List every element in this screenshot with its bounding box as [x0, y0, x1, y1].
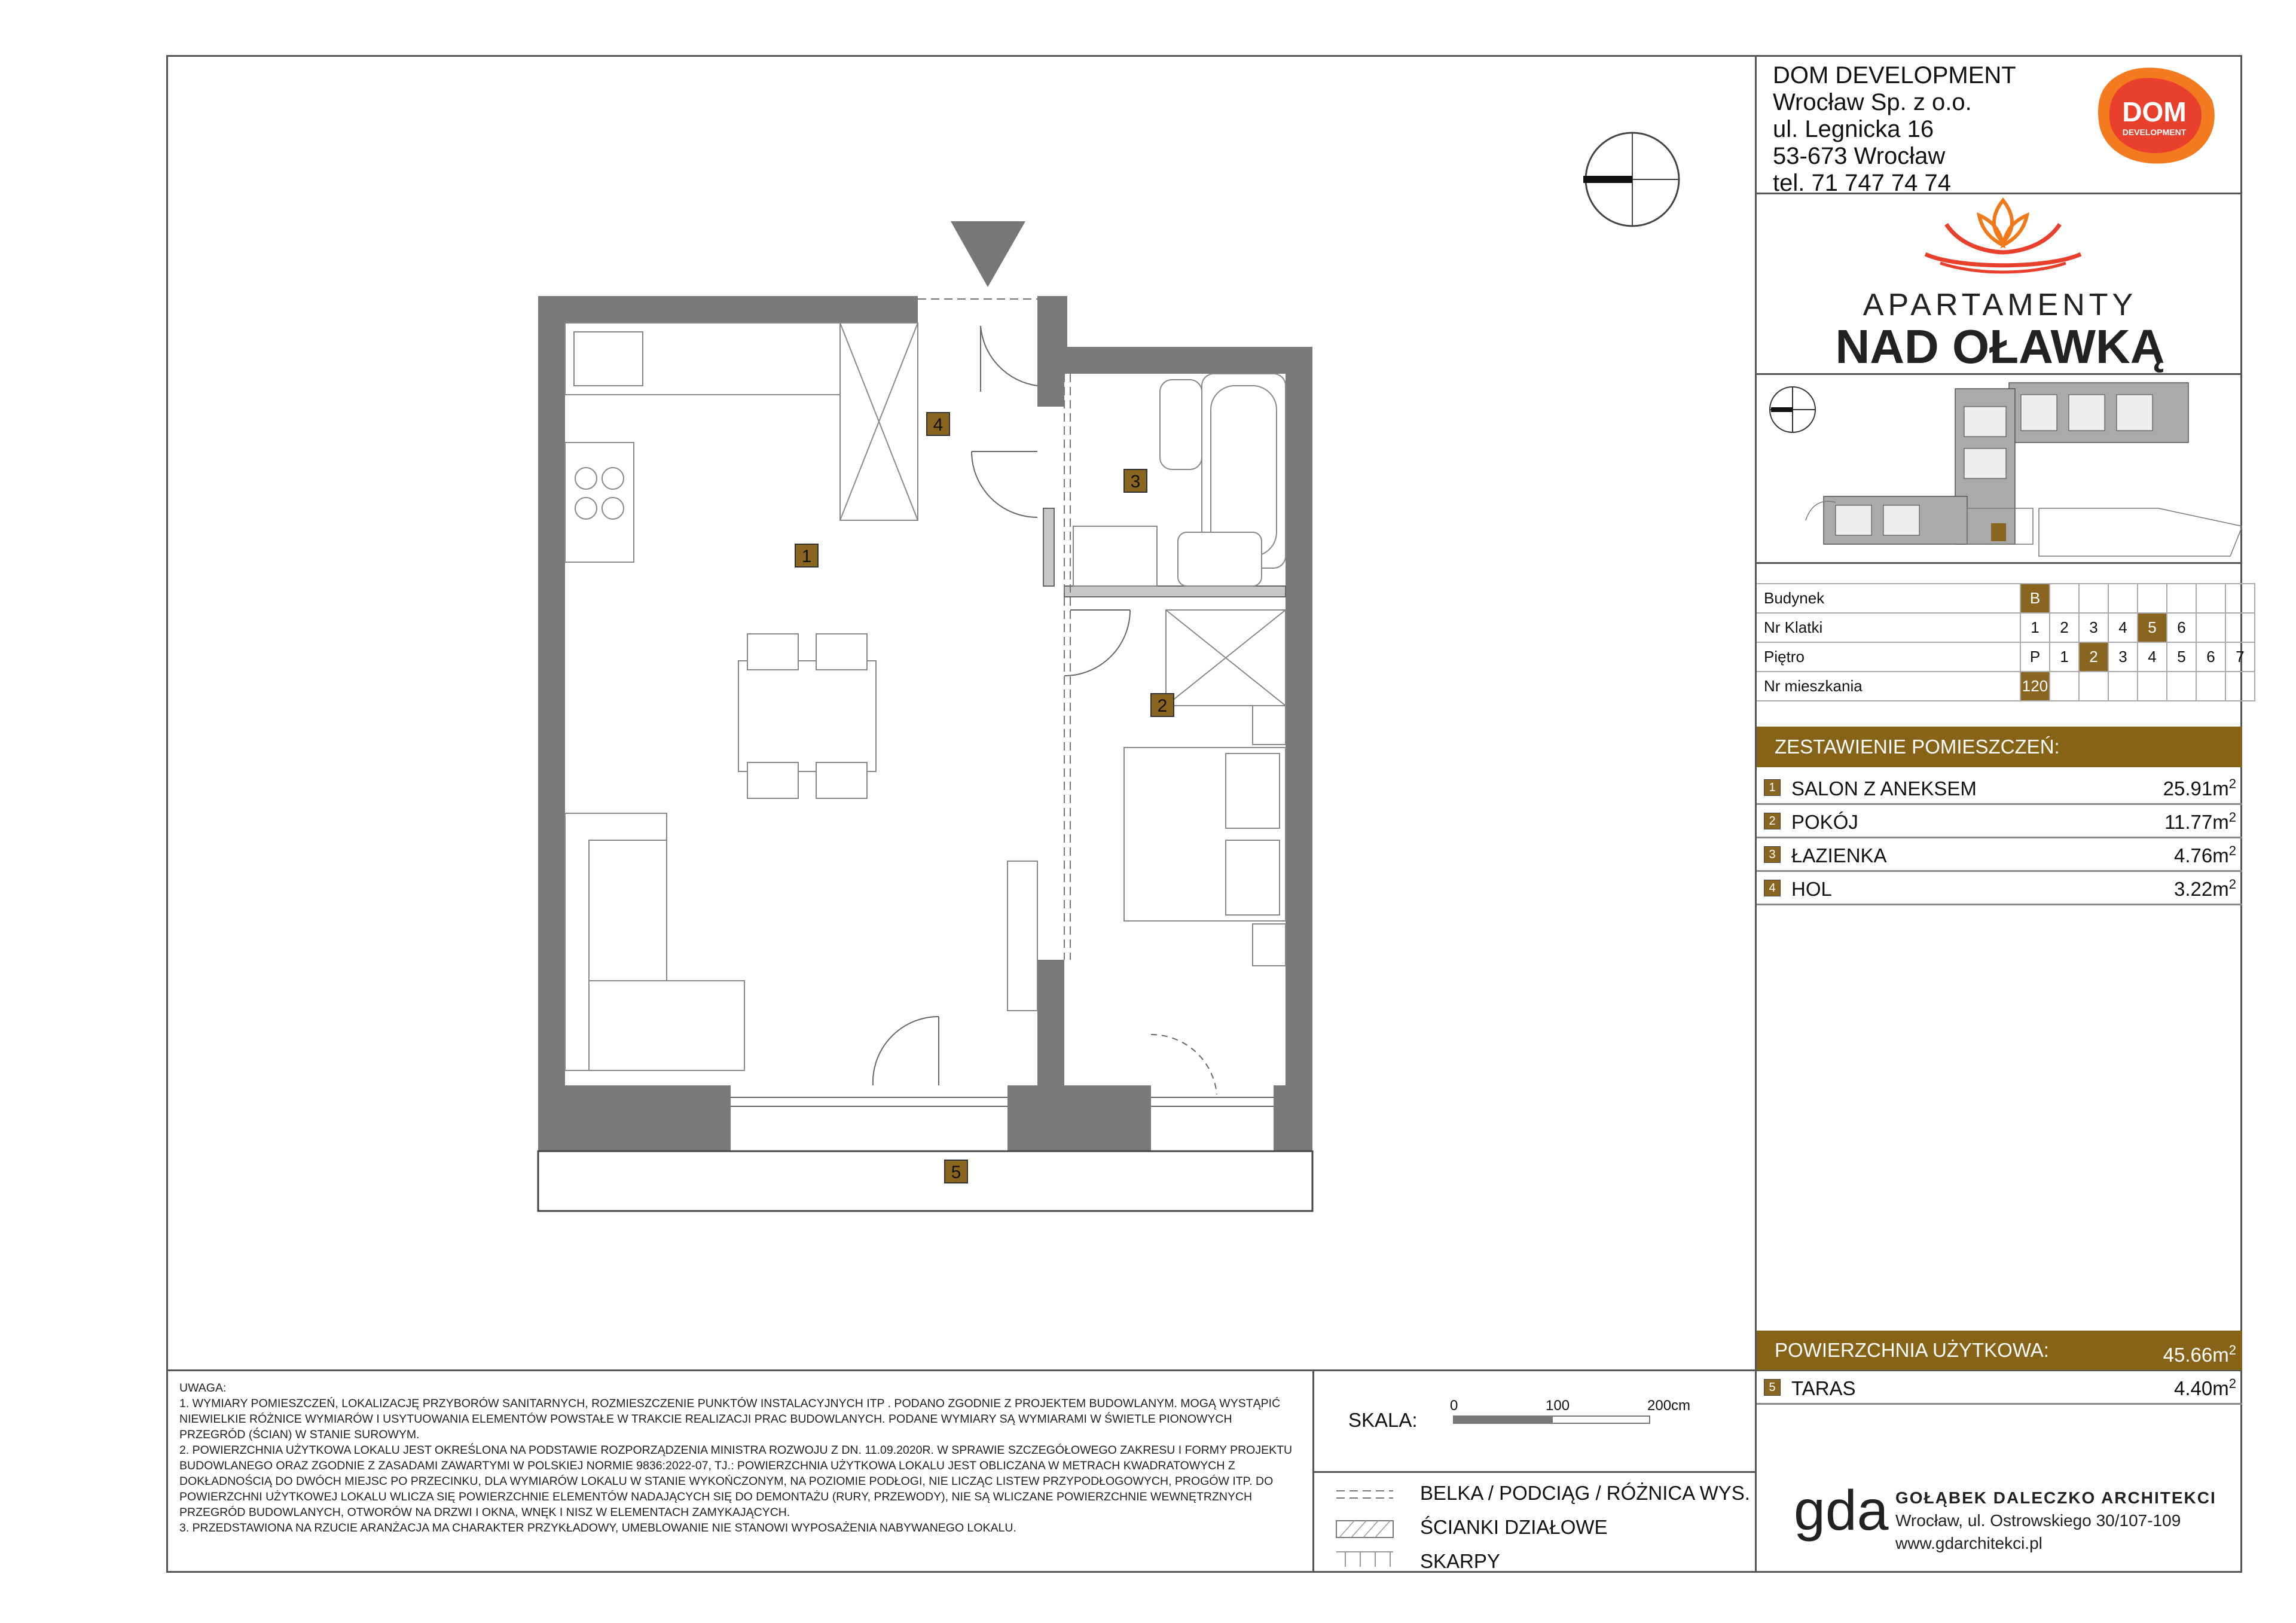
value-budynek: B: [2020, 584, 2050, 613]
room-area: $4.76m^2$: [2174, 843, 2236, 867]
room-number-tag: 1: [1764, 779, 1781, 796]
room-area: $11.77m^2$: [2164, 810, 2236, 833]
total-area-row: [1757, 1331, 2242, 1370]
note-item: 1. WYMIARY POMIESZCZEŃ, LOKALIZACJĘ PRZYBORÓW SANITARNYCH, ROZMIESZCZENIE PUNKTÓW INSTALACYJNYCH ITP . PODANO ZGODNIE Z PROJEKTEM BUDOWLANYM. MOGĄ WYSTĄPIĆ NIEWIELKIE RÓŻNICE WYMIARÓW I USYTUOWANIA ELEMENTÓW POWSTAŁE W TRAKCIE REALIZACJI PRAC BUDOWLANYCH. PODANE WYMIARY SĄ WYMIARAMI W ŚWIETLE PIONOWYCH PRZEGRÓD (ŚCIAN) W STANIE SUROWYM.: [179, 1397, 1281, 1441]
room-row: [1757, 872, 2242, 905]
svg-text:gda: gda: [1794, 1482, 1889, 1542]
room-label-5: 5: [951, 1163, 961, 1182]
room-number-tag: 5: [1764, 1379, 1781, 1396]
architect-name: GOŁĄBEK DALECZKO ARCHITEKCI: [1895, 1488, 2216, 1507]
notes-title: UWAGA:: [179, 1381, 227, 1395]
legend-reveals: SKARPY: [1420, 1550, 1500, 1572]
room-area: $25.91m^2$: [2163, 776, 2236, 800]
company-phone: tel. 71 747 74 74: [1773, 170, 1952, 196]
room-row: [1757, 805, 2242, 838]
room-number-tag: 3: [1764, 846, 1781, 863]
room-name: SALON Z ANEKSEM: [1791, 777, 1977, 800]
room-label-1: 1: [801, 547, 812, 566]
company-line: Wrocław Sp. z o.o.: [1773, 89, 1972, 115]
legend-beam: BELKA / PODCIĄG / RÓŻNICA WYS.: [1420, 1482, 1750, 1504]
rooms-header: ZESTAWIENIE POMIESZCZEŃ:: [1757, 727, 2242, 767]
row-klatka: [1757, 613, 2255, 642]
label-pietro: Piętro: [1757, 642, 2020, 672]
room-label-3: 3: [1130, 472, 1141, 492]
row-pietro: [1757, 642, 2255, 672]
hatch-icon: [1336, 1521, 1393, 1537]
note-item: 2. POWIERZCHNIA UŻYTKOWA LOKALU JEST OKREŚLONA NA PODSTAWIE ROZPORZĄDZENIA MINISTRA ROZWOJU Z DN. 11.09.2020R. W SPRAWIE SZCZEGÓŁOWEGO ZAKRESU I FORMY PROJEKTU BUDOWLANEGO ORAZ ZGODNIE Z ZASADAMI ZAWARTYMI W POLSKIEJ NORMIE 9836:2022-07, TJ.: POWIERZCHNIA UŻYTKOWA LOKALU JEST OBLICZANA W METRACH KWADRATOWYCH Z DOKŁADNOŚCIĄ DO DWÓCH MIEJSC PO PRZECINKU, DLA WYMIARÓW LOKALU W STANIE WYKOŃCZONYM, NA POZIOMIE PODŁOGI, NIE LICZĄC LISTEW PRZYPODŁOGOWYCH, PROGÓW ITP. DO POWIERZCHNI UŻYTKOWEJ LOKALU WLICZA SIĘ POWIERZCHNIE ELEMENTÓW NADAJĄCYCH SIĘ DO DEMONTAŻU (RURY, PRZEWODY), NIE SĄ WLICZANE POWIERZCHNIE WEWNĘTRZNYCH PRZEGRÓD BUDOWLANYCH, OTWORÓW NA DRZWI I OKNA, WNĘK I NISZ W ELEMENTACH ZAMYKAJĄCYCH.: [179, 1444, 1293, 1519]
project-brand: [1758, 287, 2242, 374]
svg-text:DEVELOPMENT: DEVELOPMENT: [2122, 127, 2187, 137]
scale-bar: [1450, 1398, 1691, 1426]
company-address: [1773, 62, 2016, 197]
room-label-2: 2: [1157, 696, 1168, 716]
apartment-info-table: [1757, 583, 2255, 701]
total-area-value: $45.66m^2$: [2163, 1343, 2236, 1366]
pietro-cell: 1: [2050, 642, 2079, 672]
scale-label: SKALA:: [1348, 1409, 1418, 1431]
architect-web[interactable]: www.gdarchitekci.pl: [1895, 1534, 2042, 1552]
row-budynek: [1757, 584, 2255, 613]
terrace-name: TARAS: [1791, 1377, 1856, 1399]
room-name: HOL: [1791, 878, 1832, 900]
architect-address: Wrocław, ul. Ostrowskiego 30/107-109: [1895, 1511, 2181, 1530]
scale-tick: 100: [1546, 1398, 1570, 1414]
company-name: DOM DEVELOPMENT: [1773, 62, 2016, 89]
company-line: ul. Legnicka 16: [1773, 116, 1934, 142]
note-item: 3. PRZEDSTAWIONA NA RZUCIE ARANŻACJA MA CHARAKTER PRZYKŁADOWY, UMEBLOWANIE NIE STANOWI WYPOSAŻENIA NABYWANEGO LOKALU.: [179, 1521, 1016, 1534]
total-area-label: POWIERZCHNIA UŻYTKOWA:: [1775, 1339, 2049, 1361]
room-label-4: 4: [933, 415, 944, 435]
pietro-cell: 6: [2196, 642, 2225, 672]
pietro-cell: 5: [2167, 642, 2196, 672]
brand-line2: NAD OŁAWKĄ: [1835, 320, 2165, 373]
klatka-cell: 6: [2167, 613, 2196, 642]
key-plan: [1758, 377, 2242, 562]
label-klatka: Nr Klatki: [1757, 613, 2020, 642]
legend-partitions: ŚCIANKI DZIAŁOWE: [1420, 1516, 1608, 1538]
north-arrow-icon: [1578, 126, 1686, 233]
value-mieszkanie: 120: [2020, 672, 2050, 701]
room-area: $3.22m^2$: [2174, 877, 2236, 900]
lotus-logo-icon: [1922, 197, 2084, 275]
notes-block: [179, 1380, 1297, 1536]
room-number-tag: 2: [1764, 813, 1781, 829]
scale-tick: 200cm: [1647, 1398, 1691, 1414]
scale-tick: 0: [1450, 1398, 1458, 1414]
legend-icons: [1333, 1480, 1405, 1570]
room-row: [1757, 838, 2242, 872]
brand-line1: APARTAMENTY: [1863, 288, 2138, 322]
entrance-marker-icon: [951, 221, 1025, 287]
label-mieszkanie: Nr mieszkania: [1757, 672, 2020, 701]
terrace-row: [1757, 1371, 2242, 1405]
label-budynek: Budynek: [1757, 584, 2020, 613]
svg-text:DOM: DOM: [2122, 96, 2187, 127]
architect-block: [1895, 1487, 2216, 1555]
pietro-cell: 7: [2225, 642, 2255, 672]
pietro-cell-selected: 2: [2079, 642, 2108, 672]
klatka-cell: 3: [2079, 613, 2108, 642]
pietro-cell: 4: [2138, 642, 2167, 672]
company-line: 53-673 Wrocław: [1773, 143, 1946, 169]
room-name: POKÓJ: [1791, 811, 1858, 833]
klatka-cell: 1: [2020, 613, 2050, 642]
floor-plan: [526, 215, 1399, 1220]
room-name: ŁAZIENKA: [1791, 844, 1887, 867]
skarpy-icon: [1336, 1552, 1393, 1567]
footer-rule: [1312, 1471, 1756, 1473]
row-mieszkanie: [1757, 672, 2255, 701]
room-row: [1757, 771, 2242, 805]
panel-rule: [1755, 562, 2242, 564]
pietro-cell: P: [2020, 642, 2050, 672]
klatka-cell-selected: 5: [2138, 613, 2167, 642]
dom-development-logo: [2093, 65, 2218, 166]
pietro-cell: 3: [2108, 642, 2138, 672]
klatka-cell: 4: [2108, 613, 2138, 642]
room-number-tag: 4: [1764, 880, 1781, 896]
gda-logo: [1794, 1482, 1889, 1554]
klatka-cell: 2: [2050, 613, 2079, 642]
terrace-area: $4.40m^2$: [2174, 1376, 2236, 1399]
